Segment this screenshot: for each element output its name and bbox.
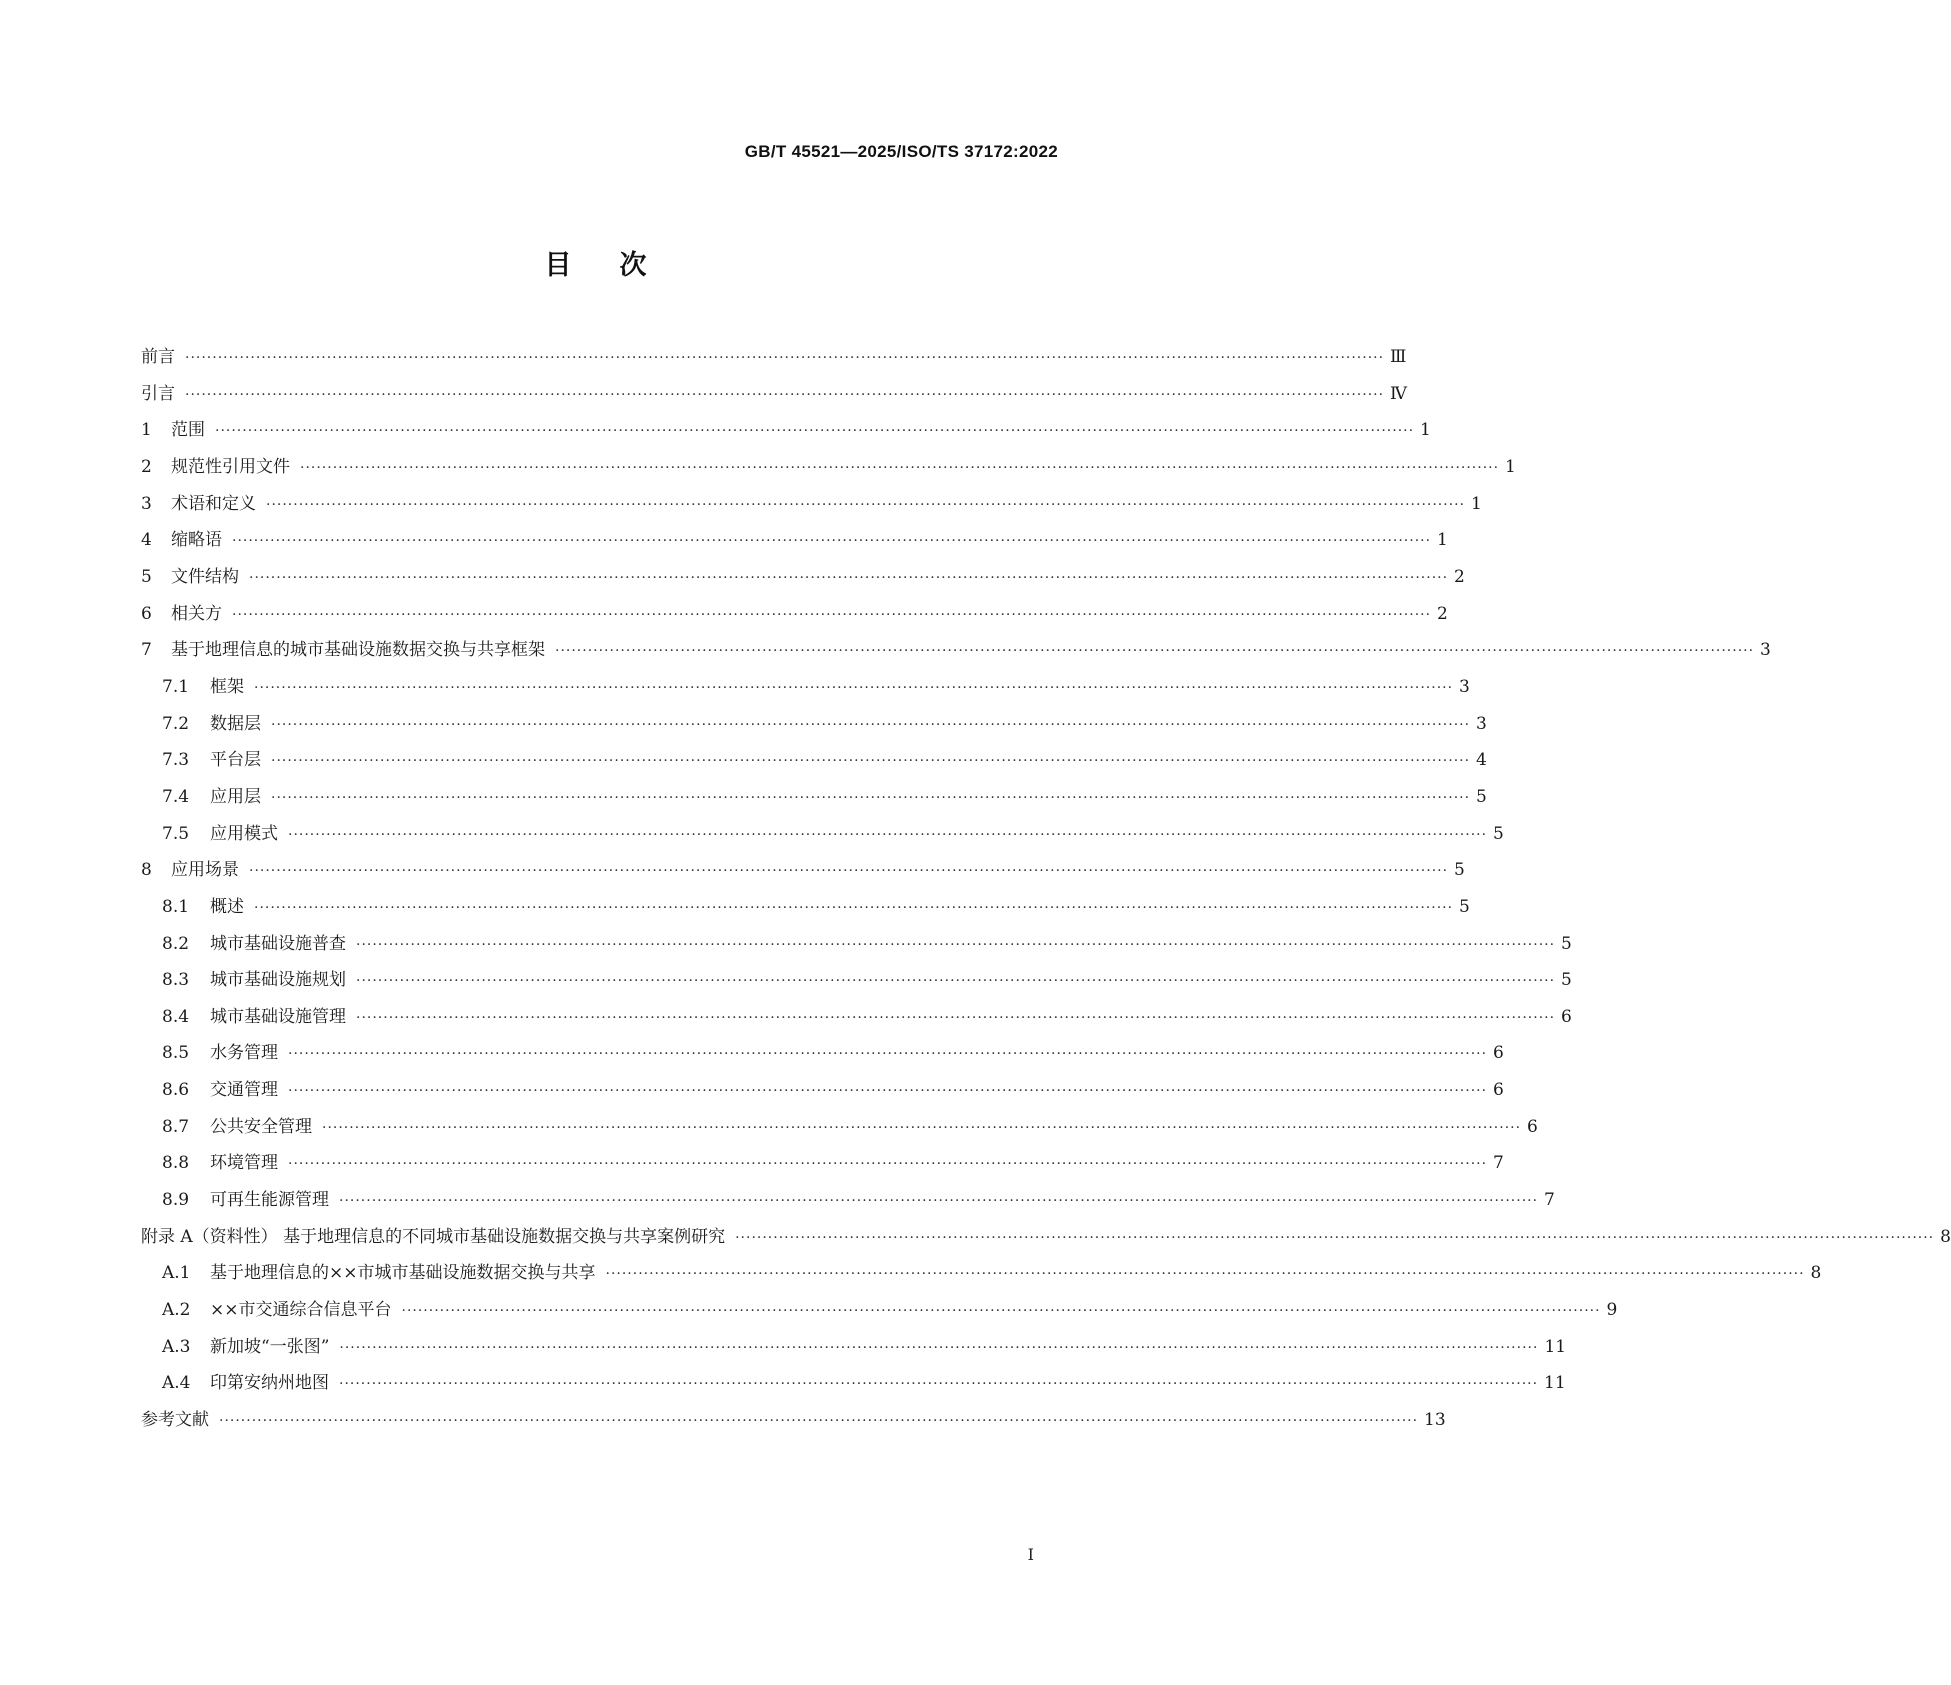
toc-entry-label: 平台层 <box>210 750 261 771</box>
toc-entry[interactable] <box>141 486 1482 523</box>
toc-entry-page: 8 <box>1810 1263 1822 1284</box>
toc-entry-label: 文件结构 <box>171 566 239 587</box>
toc-entry-number: 8.4 <box>162 1006 190 1027</box>
toc-entry[interactable] <box>141 1402 1446 1439</box>
dot-leader: ···························································································································································································································· <box>271 716 1471 733</box>
toc-entry-page: 3 <box>1459 676 1470 697</box>
toc-entry-page: 13 <box>1424 1410 1446 1431</box>
toc-entry-page: Ⅲ <box>1390 347 1407 367</box>
dot-leader: ···························································································································································································································· <box>735 1229 1935 1246</box>
toc-entry-number: 4 <box>141 530 152 551</box>
dot-leader: ···························································································································································································································· <box>232 606 1432 623</box>
table-of-contents <box>141 339 1951 1439</box>
toc-entry-title <box>141 522 222 559</box>
dot-leader: ···························································································································································································································· <box>288 1156 1488 1173</box>
toc-entry-label: 规范性引用文件 <box>171 456 290 477</box>
dot-leader: ···························································································································································································································· <box>356 1009 1556 1026</box>
page-number: I <box>1027 1545 1034 1564</box>
toc-entry-page: 5 <box>1476 786 1487 807</box>
toc-entry-page: 5 <box>1561 970 1572 991</box>
toc-entry[interactable] <box>141 852 1465 889</box>
toc-entry[interactable] <box>141 449 1516 486</box>
toc-entry-number: 1 <box>141 420 152 441</box>
toc-entry-title <box>141 486 256 523</box>
toc-entry-title <box>141 1035 278 1072</box>
toc-entry-page: 9 <box>1606 1300 1618 1321</box>
dot-leader: ···························································································································································································································· <box>271 753 1471 770</box>
toc-entry-page: 1 <box>1471 493 1482 514</box>
toc-entry[interactable] <box>141 889 1470 926</box>
dot-leader: ···························································································································································································································· <box>219 1413 1419 1430</box>
toc-entry-page: 6 <box>1493 1043 1504 1064</box>
toc-entry-page: 2 <box>1454 566 1465 587</box>
dot-leader: ···························································································································································································································· <box>401 1303 1601 1320</box>
toc-entry-number: 8.7 <box>162 1116 190 1137</box>
toc-entry-title <box>141 632 545 669</box>
dot-leader: ···························································································································································································································· <box>322 1119 1522 1136</box>
dot-leader: ···························································································································································································································· <box>288 826 1488 843</box>
toc-entry-page: 11 <box>1544 1336 1567 1357</box>
toc-entry-page: 6 <box>1493 1080 1504 1101</box>
toc-entry-number: 7 <box>141 640 152 661</box>
toc-entry-label: 范围 <box>171 420 205 441</box>
toc-entry-page: 6 <box>1527 1116 1538 1137</box>
toc-entry-label: ××市交通综合信息平台 <box>210 1300 392 1321</box>
dot-leader: ···························································································································································································································· <box>254 679 1454 696</box>
toc-entry-title <box>141 1292 392 1329</box>
toc-entry-label: 城市基础设施规划 <box>210 970 346 991</box>
dot-leader: ···························································································································································································································· <box>356 973 1556 990</box>
toc-entry-label: 前言 <box>141 347 175 367</box>
standard-code: GB/T 45521—2025/ISO/TS 37172:2022 <box>744 142 1058 161</box>
toc-entry-label: 应用场景 <box>171 860 239 881</box>
dot-leader: ···························································································································································································································· <box>185 386 1385 403</box>
dot-leader: ···························································································································································································································· <box>339 1339 1539 1356</box>
toc-entry-number: A.1 <box>162 1263 191 1284</box>
toc-entry-number: 8.2 <box>162 933 190 954</box>
toc-entry-number: 8.5 <box>162 1043 190 1064</box>
dot-leader: ···························································································································································································································· <box>300 459 1500 476</box>
dot-leader: ···························································································································································································································· <box>215 423 1415 440</box>
toc-entry-title <box>141 1365 329 1402</box>
toc-entry[interactable] <box>141 1329 1567 1366</box>
toc-entry-title <box>141 1255 596 1292</box>
toc-entry-page: 1 <box>1505 456 1516 477</box>
toc-entry-number: 8.9 <box>162 1190 190 1211</box>
toc-entry-label: 应用层 <box>210 786 261 807</box>
toc-entry[interactable] <box>141 1365 1566 1402</box>
dot-leader: ···························································································································································································································· <box>339 1376 1539 1393</box>
toc-entry-page: 7 <box>1544 1190 1555 1211</box>
toc-entry-number: 8 <box>141 860 152 881</box>
toc-entry[interactable] <box>141 559 1465 596</box>
toc-entry-title <box>141 742 261 779</box>
toc-entry-label: 概述 <box>210 896 244 917</box>
toc-entry[interactable] <box>141 926 1572 963</box>
toc-entry-label: 城市基础设施管理 <box>210 1006 346 1027</box>
toc-entry[interactable] <box>141 596 1448 633</box>
toc-entry-title <box>141 706 261 743</box>
toc-entry[interactable] <box>141 1219 1951 1256</box>
toc-entry-number: 5 <box>141 566 152 587</box>
toc-entry-title <box>141 376 175 413</box>
dot-leader: ···························································································································································································································· <box>356 936 1556 953</box>
toc-entry-page: 5 <box>1459 896 1470 917</box>
toc-entry-label: 参考文献 <box>141 1410 209 1431</box>
toc-entry-title <box>141 926 346 963</box>
dot-leader: ···························································································································································································································· <box>555 643 1755 660</box>
toc-entry-number: 8.8 <box>162 1153 190 1174</box>
toc-entry[interactable] <box>141 376 1408 413</box>
toc-entry[interactable] <box>141 1255 1822 1292</box>
toc-entry-label: 印第安纳州地图 <box>210 1373 329 1394</box>
toc-entry-title <box>141 596 222 633</box>
toc-entry-title <box>141 339 175 376</box>
dot-leader: ···························································································································································································································· <box>266 496 1466 513</box>
toc-entry-page: 7 <box>1493 1153 1504 1174</box>
toc-entry-number: A.3 <box>162 1336 191 1357</box>
toc-entry-title <box>141 1329 329 1366</box>
toc-entry-label: 交通管理 <box>210 1080 278 1101</box>
toc-entry-label: 基于地理信息的城市基础设施数据交换与共享框架 <box>171 640 545 661</box>
toc-entry-number: 2 <box>141 456 152 477</box>
toc-entry-title <box>141 779 261 816</box>
toc-entry-label: 缩略语 <box>171 530 222 551</box>
toc-entry-page: 1 <box>1437 530 1448 551</box>
toc-entry-number: 7.4 <box>162 786 190 807</box>
toc-entry-title <box>141 412 205 449</box>
dot-leader: ···························································································································································································································· <box>271 789 1471 806</box>
toc-entry-title <box>141 1145 278 1182</box>
toc-entry[interactable] <box>141 669 1470 706</box>
toc-entry-label: 公共安全管理 <box>210 1116 312 1137</box>
toc-entry-title <box>141 1182 329 1219</box>
toc-entry-number: 6 <box>141 603 152 624</box>
toc-entry-label: 基于地理信息的××市城市基础设施数据交换与共享 <box>210 1263 596 1284</box>
toc-entry-title <box>141 1402 209 1439</box>
dot-leader: ···························································································································································································································· <box>185 350 1385 366</box>
toc-entry-page: 3 <box>1760 640 1771 661</box>
toc-entry-label: 新加坡“一张图” <box>210 1336 330 1357</box>
toc-entry[interactable] <box>141 339 1407 376</box>
toc-entry[interactable] <box>141 1109 1538 1146</box>
toc-entry-label: 术语和定义 <box>171 493 256 514</box>
toc-entry-label: 城市基础设施普查 <box>210 933 346 954</box>
toc-entry[interactable] <box>141 522 1448 559</box>
dot-leader: ···························································································································································································································· <box>605 1266 1805 1283</box>
toc-entry-page: Ⅳ <box>1390 383 1408 404</box>
toc-entry-label: 引言 <box>141 383 175 404</box>
toc-entry-page: 2 <box>1437 603 1448 624</box>
toc-entry-number: 7.2 <box>162 713 190 734</box>
toc-entry-label: 数据层 <box>210 713 261 734</box>
toc-entry-title <box>141 1109 312 1146</box>
toc-entry-title <box>141 852 239 889</box>
dot-leader: ···························································································································································································································· <box>254 899 1454 916</box>
toc-entry[interactable] <box>141 962 1572 999</box>
toc-entry-label: 可再生能源管理 <box>210 1190 329 1211</box>
toc-entry-page: 5 <box>1561 933 1572 954</box>
standard-code-header <box>745 142 1058 162</box>
toc-entry[interactable] <box>141 1182 1555 1219</box>
toc-entry-number: 8.6 <box>162 1080 190 1101</box>
toc-entry-number: 3 <box>141 493 152 514</box>
toc-entry[interactable] <box>141 1072 1504 1109</box>
toc-entry-number: 8.3 <box>162 970 190 991</box>
toc-entry-label: 附录 A（资料性） 基于地理信息的不同城市基础设施数据交换与共享案例研究 <box>141 1226 726 1247</box>
toc-entry-title <box>141 1072 278 1109</box>
dot-leader: ···························································································································································································································· <box>249 569 1449 586</box>
toc-entry-title <box>141 449 290 486</box>
toc-entry-page: 6 <box>1561 1006 1572 1027</box>
toc-entry-title <box>141 559 239 596</box>
toc-entry-title <box>141 816 278 853</box>
toc-entry-title <box>141 999 346 1036</box>
toc-entry-label: 框架 <box>210 676 244 697</box>
toc-entry[interactable] <box>141 742 1487 779</box>
toc-entry-page: 5 <box>1493 823 1504 844</box>
toc-entry-page: 5 <box>1454 860 1465 881</box>
dot-leader: ···························································································································································································································· <box>249 863 1449 880</box>
toc-entry-number: 8.1 <box>162 896 190 917</box>
toc-entry[interactable] <box>141 816 1504 853</box>
toc-entry-label: 相关方 <box>171 603 222 624</box>
toc-entry-page: 8 <box>1940 1226 1951 1247</box>
toc-entry[interactable] <box>141 1145 1504 1182</box>
toc-entry-page: 11 <box>1544 1373 1566 1394</box>
toc-entry-number: 7.1 <box>162 676 190 697</box>
toc-entry-number: 7.3 <box>162 750 190 771</box>
toc-entry[interactable] <box>141 632 1771 669</box>
toc-entry-number: 7.5 <box>162 823 190 844</box>
toc-entry-number: A.2 <box>162 1300 191 1321</box>
toc-entry-label: 环境管理 <box>210 1153 278 1174</box>
toc-entry-number: A.4 <box>162 1373 191 1394</box>
dot-leader: ···························································································································································································································· <box>288 1083 1488 1100</box>
toc-entry[interactable] <box>141 1035 1504 1072</box>
toc-entry[interactable] <box>141 999 1572 1036</box>
dot-leader: ···························································································································································································································· <box>232 533 1432 550</box>
toc-entry-title <box>141 669 244 706</box>
dot-leader: ···························································································································································································································· <box>339 1193 1539 1210</box>
toc-entry-title <box>141 1219 725 1256</box>
toc-entry-label: 应用模式 <box>210 823 278 844</box>
page-title: 目次 <box>544 250 695 281</box>
toc-entry[interactable] <box>141 779 1487 816</box>
toc-entry-title <box>141 889 244 926</box>
toc-entry[interactable] <box>141 1292 1618 1329</box>
dot-leader: ···························································································································································································································· <box>288 1046 1488 1063</box>
toc-entry-page: 3 <box>1476 713 1487 734</box>
toc-entry[interactable] <box>141 412 1431 449</box>
toc-entry[interactable] <box>141 706 1487 743</box>
toc-entry-page: 4 <box>1476 750 1487 771</box>
toc-entry-page: 1 <box>1420 420 1431 441</box>
toc-entry-label: 水务管理 <box>210 1043 278 1064</box>
toc-entry-title <box>141 962 346 999</box>
